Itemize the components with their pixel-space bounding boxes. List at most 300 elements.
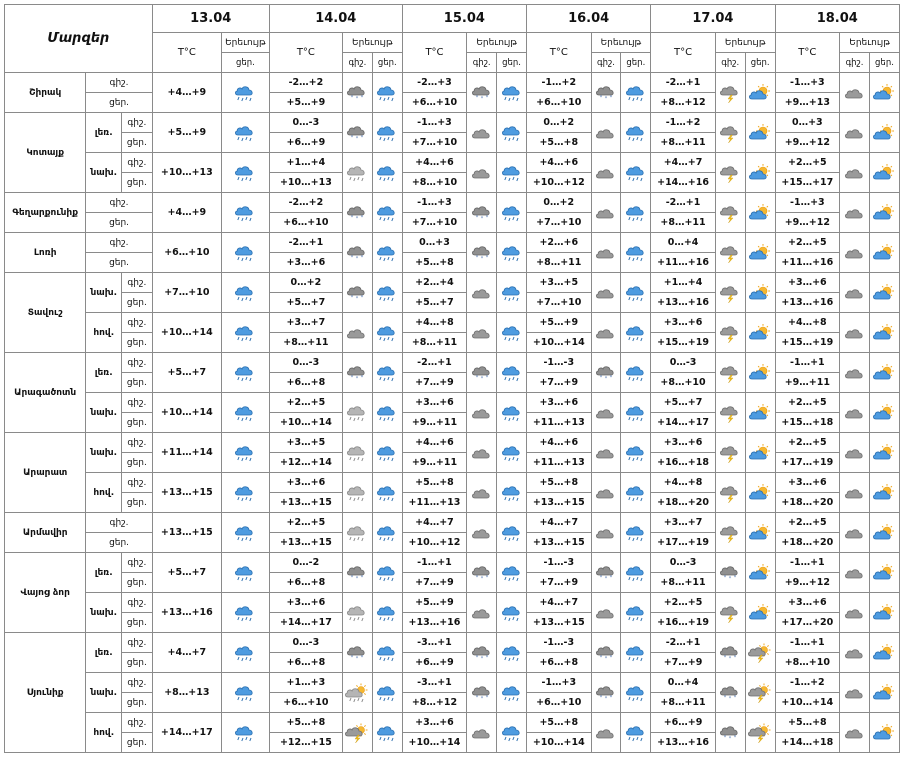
snow-shower-icon (467, 553, 497, 593)
rain-icon (621, 593, 651, 633)
rain-icon (497, 73, 527, 113)
snow-shower-icon (467, 673, 497, 713)
rain-icon (372, 73, 402, 113)
sun-cloud-shower-icon (342, 673, 372, 713)
temp-day-13 (152, 393, 221, 433)
region-name: Տավուշ (5, 273, 86, 353)
temp-cell: +5…+8 (402, 253, 467, 273)
temp-cell: -3…+1 (402, 633, 467, 653)
rain-icon (222, 513, 270, 553)
thunderstorm-icon (715, 433, 745, 473)
temp-value: +4…+9 (167, 207, 207, 218)
temp-value: +13…+15 (160, 527, 213, 538)
temp-cell: -2…+2 (269, 193, 342, 213)
temp-cell: +6…+10 (269, 213, 342, 233)
temp-cell: +4…+6 (527, 153, 592, 173)
period-label: գիշ. (122, 153, 153, 173)
svg-text:*: * (361, 654, 364, 661)
partly-cloudy-icon (869, 433, 899, 473)
rain-icon (497, 153, 527, 193)
svg-text:*: * (475, 654, 478, 661)
rain-icon (621, 513, 651, 553)
zone-name: նախ. (86, 393, 122, 433)
rain-icon (497, 233, 527, 273)
temp-cell: +8…+10 (651, 373, 716, 393)
sun-cloud-thunder-icon (745, 633, 775, 673)
cloudy-icon (840, 73, 870, 113)
table-row (5, 193, 900, 213)
temp-cell: +13…+16 (402, 613, 467, 633)
thunderstorm-icon (715, 513, 745, 553)
period-label: ցեր. (122, 133, 153, 153)
date-header: 14.04 (269, 5, 402, 33)
snow-shower-icon (467, 193, 497, 233)
cloudy-icon (840, 553, 870, 593)
temp-cell: +11…+16 (651, 253, 716, 273)
temp-cell: +17…+20 (775, 613, 840, 633)
period-label: ցեր. (86, 93, 152, 113)
temp-cell: +7…+10 (527, 213, 592, 233)
temp-cell: 0…+3 (775, 113, 840, 133)
partly-cloudy-icon (869, 353, 899, 393)
zone-name: լեռ. (86, 113, 122, 153)
temp-cell: +3…+6 (775, 473, 840, 493)
zone-name: լեռ. (86, 633, 122, 673)
temp-cell: -1…-3 (527, 553, 592, 573)
period-label: ցեր. (86, 213, 152, 233)
svg-text:*: * (361, 134, 364, 141)
temp-cell: +17…+19 (651, 533, 716, 553)
temp-cell: +1…+4 (651, 273, 716, 293)
cloudy-icon (591, 113, 621, 153)
day-subheader: ցեր. (497, 53, 527, 73)
temp-cell: -1…+1 (775, 633, 840, 653)
svg-text:*: * (351, 134, 354, 141)
period-label: ցեր. (122, 693, 153, 713)
temp-cell: +11…+13 (527, 413, 592, 433)
svg-text:*: * (480, 215, 483, 222)
svg-text:*: * (351, 254, 354, 261)
partly-cloudy-icon (745, 553, 775, 593)
table-row (5, 113, 900, 133)
temp-cell: +10…+13 (269, 173, 342, 193)
phenomenon-column-header: Երեւույթ (715, 33, 775, 53)
rain-icon (372, 393, 402, 433)
temp-cell: +6…+8 (527, 653, 592, 673)
rain-icon (222, 353, 270, 393)
svg-text:*: * (475, 374, 478, 381)
snow-shower-icon (715, 713, 745, 753)
temp-cell: 0…+2 (269, 273, 342, 293)
snow-shower-icon (342, 553, 372, 593)
zone-name: նախ. (86, 273, 122, 313)
temp-cell: -2…+1 (651, 73, 716, 93)
forecast-wrapper (4, 4, 900, 753)
thunderstorm-icon (715, 193, 745, 233)
cloudy-icon (591, 233, 621, 273)
zone-name: հով. (86, 713, 122, 753)
svg-text:*: * (609, 574, 613, 581)
svg-text:*: * (480, 575, 483, 582)
rain-icon (222, 673, 270, 713)
temp-cell: +10…+14 (775, 693, 840, 713)
svg-text:*: * (475, 694, 478, 701)
rain-icon (497, 713, 527, 753)
date-header: 13.04 (152, 5, 269, 33)
table-row (5, 433, 900, 453)
rain-icon (372, 593, 402, 633)
partly-cloudy-icon (745, 273, 775, 313)
night-subheader: գիշ. (467, 53, 497, 73)
temp-cell: +13…+16 (651, 733, 716, 753)
temp-value: +5…+7 (167, 567, 207, 578)
temp-value: +6…+10 (164, 247, 210, 258)
temp-cell: +3…+5 (269, 433, 342, 453)
temp-cell: +5…+8 (527, 473, 592, 493)
zone-name: նախ. (86, 153, 122, 193)
temp-cell: +4…+6 (402, 433, 467, 453)
temp-day-13 (152, 473, 221, 513)
rain-icon (497, 473, 527, 513)
region-name: Լոռի (5, 233, 86, 273)
svg-text:*: * (609, 694, 613, 701)
rain-snow-icon (342, 153, 372, 193)
table-row (5, 393, 900, 413)
temp-cell: +3…+6 (269, 593, 342, 613)
temp-cell: +5…+8 (269, 713, 342, 733)
cloudy-icon (591, 433, 621, 473)
temp-cell: +2…+5 (775, 153, 840, 173)
partly-cloudy-icon (869, 313, 899, 353)
temp-cell: +13…+15 (527, 493, 592, 513)
rain-icon (497, 353, 527, 393)
snow-shower-icon (591, 553, 621, 593)
temp-cell: -1…+1 (402, 553, 467, 573)
rain-icon (372, 633, 402, 673)
cloudy-icon (467, 273, 497, 313)
temp-cell: +3…+6 (269, 473, 342, 493)
temp-cell: +4…+7 (651, 153, 716, 173)
temp-column-header: T°C (527, 33, 592, 73)
temp-cell: +2…+5 (269, 393, 342, 413)
temp-cell: +14…+18 (775, 733, 840, 753)
temp-value: +10…+14 (160, 407, 213, 418)
partly-cloudy-icon (745, 313, 775, 353)
rain-icon (372, 713, 402, 753)
temp-cell: +12…+15 (269, 733, 342, 753)
rain-icon (222, 193, 270, 233)
rain-icon (222, 313, 270, 353)
temp-cell: +3…+6 (402, 393, 467, 413)
temp-cell: +8…+12 (402, 693, 467, 713)
temp-day-13 (152, 153, 221, 193)
temp-column-header: T°C (651, 33, 716, 73)
temp-cell: +8…+11 (651, 213, 716, 233)
temp-cell: +10…+14 (527, 733, 592, 753)
rain-icon (222, 633, 270, 673)
rain-icon (222, 153, 270, 193)
temp-cell: +6…+8 (269, 653, 342, 673)
rain-icon (621, 233, 651, 273)
phenomenon-column-header: Երեւույթ (591, 33, 651, 53)
temp-column-header: T°C (269, 33, 342, 73)
region-name: Սյունիք (5, 633, 86, 753)
snow-shower-icon (715, 673, 745, 713)
rain-icon (222, 113, 270, 153)
temp-cell: +5…+7 (402, 293, 467, 313)
temp-cell: +3…+6 (651, 433, 716, 453)
temp-cell: +8…+11 (651, 133, 716, 153)
temp-cell: +4…+6 (527, 433, 592, 453)
temp-cell: -2…+1 (402, 353, 467, 373)
period-label: ցեր. (86, 253, 152, 273)
rain-icon (497, 633, 527, 673)
temp-cell: +3…+6 (775, 273, 840, 293)
rain-icon (621, 673, 651, 713)
cloudy-icon (591, 713, 621, 753)
temp-value: +4…+7 (167, 647, 207, 658)
cloudy-icon (467, 593, 497, 633)
date-header: 16.04 (527, 5, 651, 33)
temp-value: +7…+10 (164, 287, 210, 298)
temp-cell: +2…+5 (651, 593, 716, 613)
temp-cell: +14…+16 (651, 173, 716, 193)
table-row (5, 313, 900, 333)
temp-cell: +11…+13 (527, 453, 592, 473)
cloudy-icon (840, 433, 870, 473)
temp-cell: +7…+10 (402, 133, 467, 153)
snow-shower-icon (342, 233, 372, 273)
temp-cell: +5…+8 (775, 713, 840, 733)
temp-cell: +8…+11 (527, 253, 592, 273)
temp-cell: +1…+3 (269, 673, 342, 693)
temp-cell: +6…+9 (269, 133, 342, 153)
cloudy-icon (591, 193, 621, 233)
temp-cell: -2…+3 (402, 73, 467, 93)
temp-cell: +4…+8 (402, 313, 467, 333)
temp-cell: +3…+6 (651, 313, 716, 333)
temp-cell: +5…+7 (651, 393, 716, 413)
temp-cell: +10…+12 (527, 173, 592, 193)
svg-text:*: * (734, 654, 737, 661)
temp-cell: -1…+2 (651, 113, 716, 133)
rain-icon (372, 673, 402, 713)
svg-text:*: * (480, 695, 483, 702)
period-label: գիշ. (122, 633, 153, 653)
partly-cloudy-icon (869, 193, 899, 233)
svg-text:*: * (604, 375, 608, 382)
svg-text:*: * (480, 375, 483, 382)
rain-snow-icon (342, 593, 372, 633)
temp-cell: +8…+11 (402, 333, 467, 353)
temp-column-header: T°C (152, 33, 221, 73)
temp-cell: 0…-3 (269, 113, 342, 133)
temp-cell: +2…+4 (402, 273, 467, 293)
temp-cell: +7…+9 (402, 373, 467, 393)
temp-cell: +4…+7 (527, 593, 592, 613)
table-row (5, 153, 900, 173)
rain-icon (372, 233, 402, 273)
sun-cloud-thunder-icon (745, 713, 775, 753)
temp-cell: +9…+12 (775, 133, 840, 153)
temp-day-13 (152, 513, 221, 553)
region-name: Արագածոտն (5, 353, 86, 433)
svg-text:*: * (734, 574, 737, 581)
svg-text:*: * (356, 375, 359, 382)
rain-icon (372, 113, 402, 153)
table-row (5, 673, 900, 693)
rain-icon (621, 113, 651, 153)
svg-text:*: * (351, 574, 354, 581)
temp-cell: +7…+9 (651, 653, 716, 673)
temp-cell: +15…+17 (775, 173, 840, 193)
temp-cell: -1…+2 (527, 73, 592, 93)
rain-icon (372, 313, 402, 353)
temp-cell: +9…+12 (775, 213, 840, 233)
zone-name: նախ. (86, 433, 122, 473)
cloudy-icon (840, 513, 870, 553)
period-label: ցեր. (122, 173, 153, 193)
period-label: գիշ. (122, 593, 153, 613)
cloudy-icon (840, 713, 870, 753)
cloudy-icon (840, 593, 870, 633)
svg-text:*: * (724, 694, 727, 701)
temp-cell: +3…+6 (402, 713, 467, 733)
rain-icon (621, 73, 651, 113)
period-label: գիշ. (122, 553, 153, 573)
temp-cell: +4…+8 (651, 473, 716, 493)
svg-text:*: * (609, 374, 613, 381)
period-label: ցեր. (122, 493, 153, 513)
partly-cloudy-icon (869, 593, 899, 633)
svg-text:*: * (604, 655, 608, 662)
thunderstorm-icon (715, 393, 745, 433)
svg-text:*: * (729, 735, 732, 742)
temp-cell: +2…+5 (775, 393, 840, 413)
partly-cloudy-icon (745, 473, 775, 513)
svg-text:*: * (351, 214, 354, 221)
temp-cell: +16…+19 (651, 613, 716, 633)
night-subheader: գիշ. (840, 53, 870, 73)
rain-icon (372, 473, 402, 513)
svg-text:*: * (361, 254, 364, 261)
svg-text:*: * (351, 374, 354, 381)
temp-cell: +7…+9 (527, 373, 592, 393)
svg-text:*: * (356, 575, 359, 582)
svg-text:*: * (356, 95, 359, 102)
rain-icon (372, 513, 402, 553)
temp-cell: +8…+11 (269, 333, 342, 353)
temp-cell: +17…+19 (775, 453, 840, 473)
partly-cloudy-icon (745, 233, 775, 273)
period-label: ցեր. (86, 533, 152, 553)
region-name: Կոտայք (5, 113, 86, 193)
period-label: ցեր. (122, 613, 153, 633)
svg-text:*: * (604, 575, 608, 582)
period-label: գիշ. (122, 353, 153, 373)
temp-cell: -2…+1 (269, 233, 342, 253)
svg-text:*: * (356, 215, 359, 222)
snow-shower-icon (715, 553, 745, 593)
svg-text:*: * (599, 574, 603, 581)
svg-text:*: * (734, 734, 737, 741)
period-label: ցեր. (122, 733, 153, 753)
svg-text:*: * (475, 214, 478, 221)
thunderstorm-icon (715, 273, 745, 313)
sun-cloud-thunder-icon (342, 713, 372, 753)
temp-day-13 (152, 433, 221, 473)
partly-cloudy-icon (745, 353, 775, 393)
thunderstorm-icon (715, 153, 745, 193)
partly-cloudy-icon (869, 153, 899, 193)
temp-cell: +10…+14 (402, 733, 467, 753)
cloudy-icon (467, 113, 497, 153)
rain-icon (372, 273, 402, 313)
temp-cell: +2…+5 (775, 233, 840, 253)
temp-cell: +11…+13 (402, 493, 467, 513)
cloudy-icon (840, 353, 870, 393)
table-row (5, 473, 900, 493)
temp-cell: +3…+7 (651, 513, 716, 533)
phenomenon-column-header: Երեւույթ (342, 33, 402, 53)
temp-cell: +5…+7 (269, 293, 342, 313)
period-label: ցեր. (122, 293, 153, 313)
partly-cloudy-icon (745, 433, 775, 473)
partly-cloudy-icon (745, 113, 775, 153)
forecast-table (4, 4, 900, 753)
table-row (5, 633, 900, 653)
rain-icon (621, 713, 651, 753)
cloudy-icon (840, 233, 870, 273)
day-subheader: ցեր. (869, 53, 899, 73)
zone-name: հով. (86, 313, 122, 353)
period-label: գիշ. (122, 713, 153, 733)
svg-text:*: * (599, 374, 603, 381)
temp-cell: +8…+12 (651, 93, 716, 113)
temp-value: +10…+13 (160, 167, 213, 178)
svg-text:*: * (485, 374, 488, 381)
snow-shower-icon (715, 633, 745, 673)
cloudy-icon (840, 473, 870, 513)
rain-icon (497, 673, 527, 713)
rain-icon (222, 273, 270, 313)
temp-cell: +11…+16 (775, 253, 840, 273)
period-label: գիշ. (122, 433, 153, 453)
snow-shower-icon (591, 673, 621, 713)
temp-cell: +1…+4 (269, 153, 342, 173)
temp-cell: +6…+10 (402, 93, 467, 113)
rain-snow-icon (342, 433, 372, 473)
table-row (5, 273, 900, 293)
temp-cell: +16…+18 (651, 453, 716, 473)
svg-text:*: * (485, 214, 488, 221)
period-label: գիշ. (86, 233, 152, 253)
temp-value: +10…+14 (160, 327, 213, 338)
partly-cloudy-icon (869, 273, 899, 313)
temp-day-13 (152, 593, 221, 633)
partly-cloudy-icon (869, 473, 899, 513)
svg-text:*: * (485, 654, 488, 661)
temp-cell: +9…+12 (775, 573, 840, 593)
rain-icon (621, 313, 651, 353)
rain-icon (621, 393, 651, 433)
temp-cell: +2…+5 (269, 513, 342, 533)
rain-icon (621, 353, 651, 393)
rain-icon (621, 633, 651, 673)
temp-cell: +18…+20 (651, 493, 716, 513)
svg-text:*: * (351, 654, 354, 661)
thunderstorm-icon (715, 73, 745, 113)
